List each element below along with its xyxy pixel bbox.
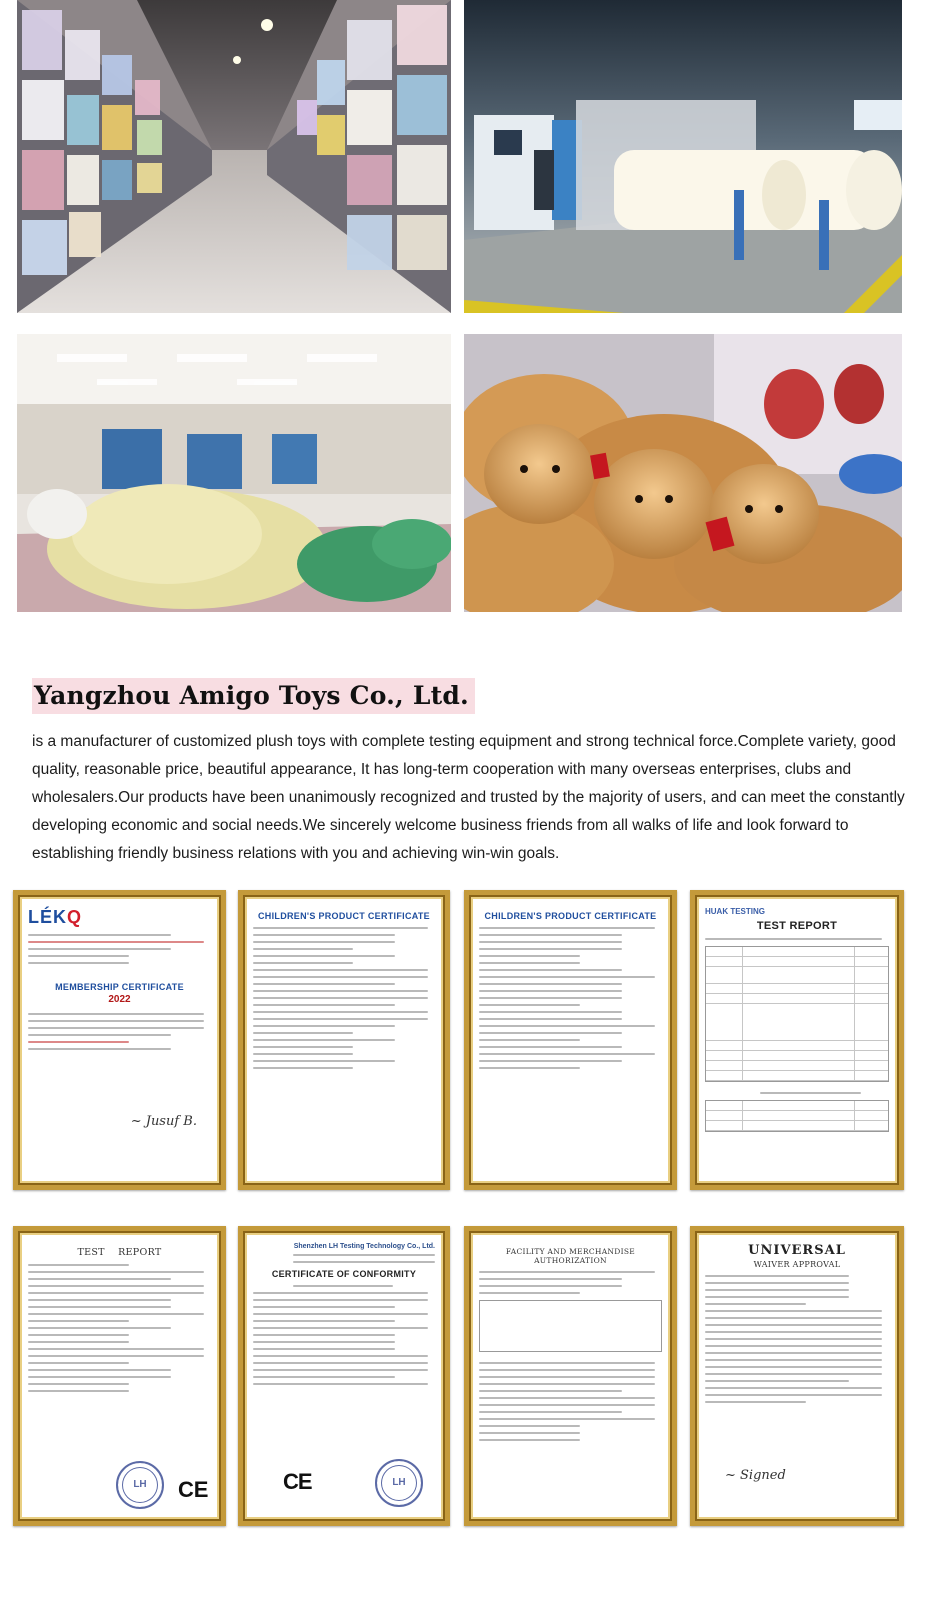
cert-title: TEST REPORT — [77, 1247, 162, 1258]
cert-title: MEMBERSHIP CERTIFICATE — [55, 982, 184, 992]
test-report — [13, 1226, 226, 1526]
leko-logo: LÉKQ — [28, 907, 83, 927]
huak-logo: HUAK TESTING — [705, 907, 765, 916]
waiver-approval — [690, 1226, 904, 1526]
plush-dogs-photo — [464, 334, 902, 612]
signature: ~ Signed — [725, 1468, 786, 1483]
lh-testing-brand: Shenzhen LH Testing Technology Co., Ltd. — [293, 1243, 435, 1250]
ce-mark: C E — [178, 1477, 208, 1502]
cert-title: FACILITY AND MERCHANDISE AUTHORIZATION — [505, 1247, 636, 1265]
childrens-product-certificate-1 — [238, 890, 450, 1190]
test-results-table — [705, 946, 889, 1082]
cert-year: 2022 — [108, 994, 131, 1005]
fabric-warehouse-photo — [17, 0, 451, 313]
ce-mark: CE — [283, 1469, 312, 1494]
cert-title: CERTIFICATE OF CONFORMITY — [271, 1269, 417, 1279]
signature: ~ Jusuf B. — [130, 1114, 197, 1129]
lh-stamp: LH — [116, 1461, 164, 1509]
company-name: Yangzhou Amigo Toys Co., Ltd. — [32, 678, 475, 714]
cert-title: TEST REPORT — [756, 920, 838, 932]
cert-title: CHILDREN'S PRODUCT CERTIFICATE — [484, 911, 657, 921]
quilting-machine-photo — [464, 0, 902, 313]
childrens-product-certificate-2 — [464, 890, 677, 1190]
company-description: is a manufacturer of customized plush toys with complete testing equipment and strong technical force.Complete variety, good quality, reasonable price, beautiful appearance, It has long-term cooperation with many overseas enterprises, clubs and wholesalers.Our products have been unanimously recognized and trusted by the majority of users, and can meet the constantly developing economic and social needs.We sincerely welcome business friends from all walks of life and look forward to establishing friendly business relations with you and achieving win-win goals. — [32, 733, 905, 862]
certificate-of-conformity — [238, 1226, 450, 1526]
stuffing-workshop-photo — [17, 334, 451, 612]
facility-authorization — [464, 1226, 677, 1526]
membership-certificate — [13, 890, 226, 1190]
huak-test-report — [690, 890, 904, 1190]
cert-title: CHILDREN'S PRODUCT CERTIFICATE — [258, 911, 430, 921]
cert-title: WAIVER APPROVAL — [753, 1260, 841, 1269]
lh-stamp: LH — [375, 1459, 423, 1507]
universal-logo: UNIVERSAL — [748, 1243, 846, 1258]
